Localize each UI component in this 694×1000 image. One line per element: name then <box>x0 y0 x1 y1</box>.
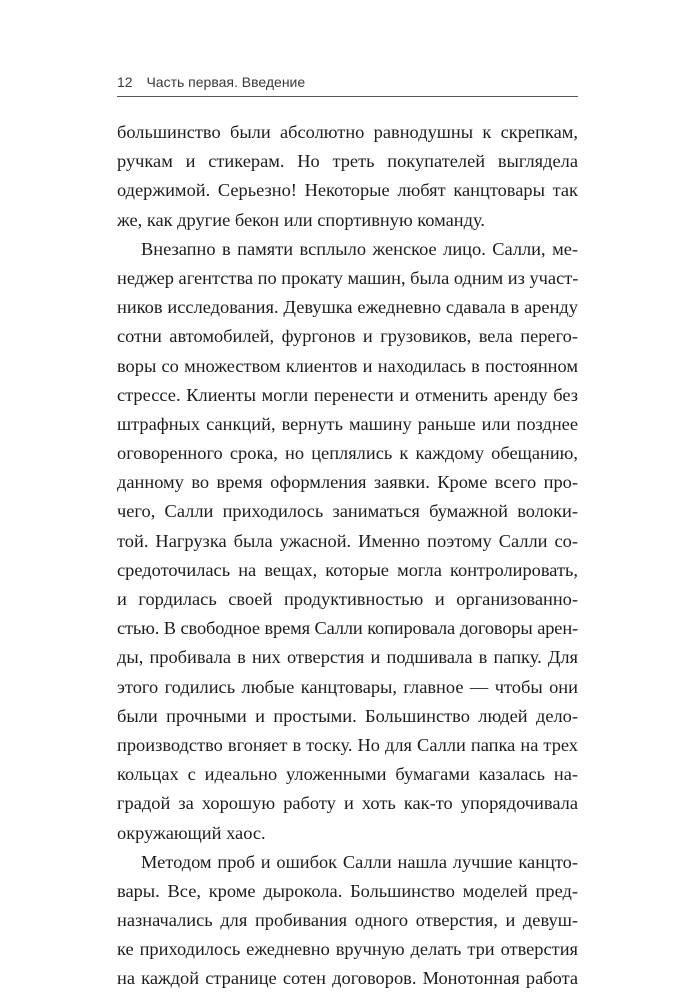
text-line: одержимой. Серьезно! Некоторые любят канцтовары так <box>117 180 578 201</box>
text-line: на каждой странице сотен договоров. Монотонная работа <box>117 968 578 989</box>
text-line: чего, Салли приходилось заниматься бумажной волоки- <box>117 501 578 522</box>
paragraph-first-line: Внезапно в памяти всплыло женское лицо. Салли, ме- <box>141 238 578 259</box>
paragraph-first-line: Методом проб и ошибок Салли нашла лучшие канцто- <box>141 851 578 872</box>
text-line: данному во время оформления заявки. Кроме всего про- <box>117 472 578 493</box>
text-line: ников исследования. Девушка ежедневно сдавала в аренду <box>117 297 578 318</box>
text-line: стрессе. Клиенты могли перенести и отменить аренду без <box>117 384 578 405</box>
page-number: 12 <box>117 74 133 90</box>
running-head <box>117 74 305 90</box>
text-line: воры со множеством клиентов и находилась в постоянном <box>117 355 578 376</box>
text-line: назначались для пробивания одного отверстия, и девуш- <box>117 910 578 931</box>
text-line: градой за хорошую работу и хоть как-то упорядочивала <box>117 793 578 814</box>
text-line: этого годились любые канцтовары, главное — чтобы они <box>117 676 578 697</box>
text-line: стью. В свободное время Салли копировала договоры арен- <box>117 618 578 639</box>
text-line: ды, пробивала в них отверстия и подшивала в папку. Для <box>117 647 578 668</box>
text-line: производство вгоняет в тоску. Но для Салли папка на трех <box>117 734 578 755</box>
text-line: неджер агентства по прокату машин, была одним из участ- <box>117 267 578 288</box>
text-line: ручкам и стикерам. Но треть покупателей выглядела <box>117 151 578 172</box>
header-rule <box>117 96 578 97</box>
text-line: оговоренного срока, но цеплялись к каждому обещанию, <box>117 443 578 464</box>
body-text <box>117 118 578 994</box>
text-line: штрафных санкций, вернуть машину раньше или позднее <box>117 413 578 434</box>
text-line: окружающий хаос. <box>117 822 266 843</box>
text-line: той. Нагрузка была ужасной. Именно поэтому Салли со- <box>117 530 578 551</box>
text-line: сотни автомобилей, фургонов и грузовиков, вела перего- <box>117 326 578 347</box>
text-line: вары. Все, кроме дырокола. Большинство моделей пред- <box>117 880 578 901</box>
text-line: и гордилась своей продуктивностью и организованно- <box>117 589 578 609</box>
text-line: средоточилась на вещах, которые могла контролировать, <box>117 559 578 580</box>
section-title: Часть первая. Введение <box>146 74 306 90</box>
text-line: же, как другие бекон или спортивную команду. <box>117 209 485 230</box>
text-line: были прочными и простыми. Большинство людей дело- <box>117 705 578 726</box>
text-line: большинство были абсолютно равнодушны к скрепкам, <box>117 122 578 142</box>
text-line: ке приходилось ежедневно вручную делать три отверстия <box>117 939 578 960</box>
text-line: кольцах с идеально уложенными бумагами казалась на- <box>117 764 578 785</box>
